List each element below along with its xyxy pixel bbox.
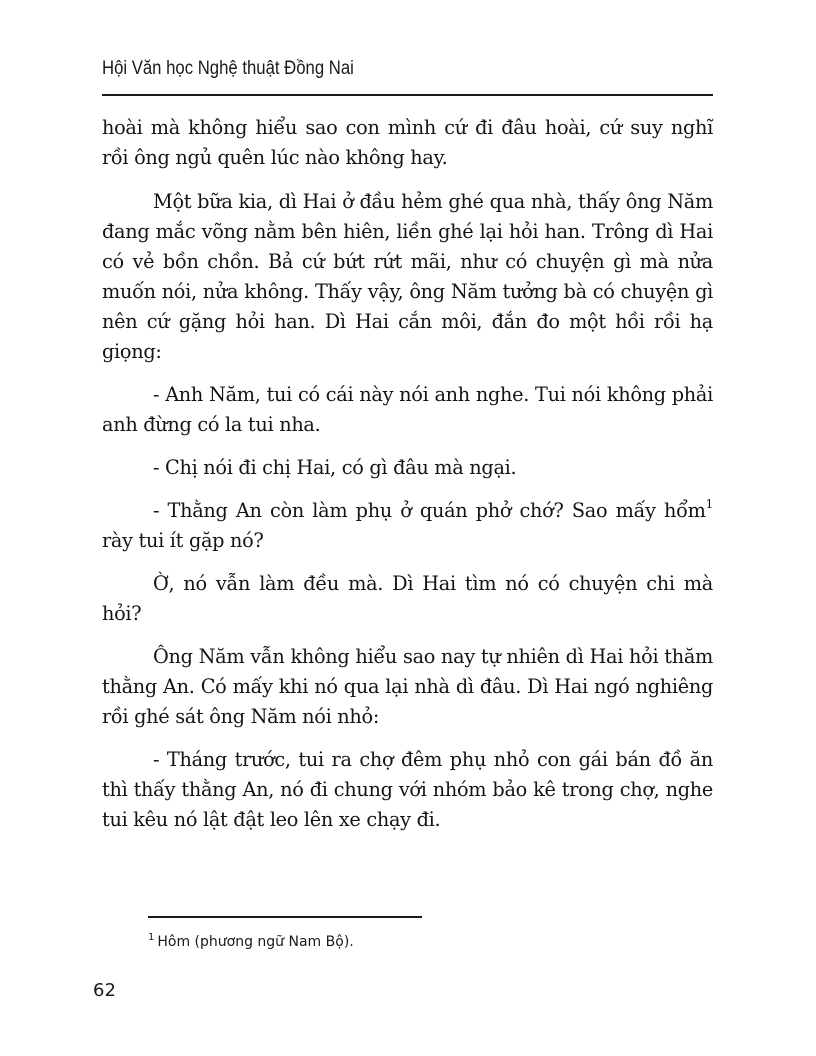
- paragraph: Một bữa kia, dì Hai ở đầu hẻm ghé qua nhà, thấy ông Năm đang mắc võng nằm bên hiên, liền ghé lại hỏi han. Trông dì Hai có vẻ bồn chồn. Bả cứ bứt rứt mãi, như có chuyện gì mà nửa muốn nói, nửa không. Thấy vậy, ông Năm tưởng bà có chuyện gì nên cứ gặng hỏi han. Dì Hai cắn môi, đắn đo một hồi rồi hạ giọng:: [102, 190, 713, 363]
- paragraph: - Tháng trước, tui ra chợ đêm phụ nhỏ con gái bán đồ ăn thì thấy thằng An, nó đi chung với nhóm bảo kê trong chợ, nghe tui kêu nó lật đật leo lên xe chạy đi.: [102, 748, 713, 831]
- paragraph-with-footnote: [102, 496, 713, 556]
- paragraph-text: - Thằng An còn làm phụ ở quán phở chớ? Sao mấy hổm: [153, 499, 706, 522]
- running-head: Hội Văn học Nghệ thuật Đồng Nai: [102, 58, 354, 79]
- footnote-text: Hôm (phương ngữ Nam Bộ).: [157, 934, 354, 950]
- footnote-reference: 1: [705, 497, 713, 511]
- body-text: [102, 113, 713, 848]
- footnote-marker: 1: [148, 932, 155, 943]
- paragraph: - Chị nói đi chị Hai, có gì đâu mà ngại.: [153, 456, 517, 479]
- paragraph: - Anh Năm, tui có cái này nói anh nghe. Tui nói không phải anh đừng có la tui nha.: [102, 383, 713, 436]
- header-rule: [102, 94, 713, 96]
- paragraph: Ờ, nó vẫn làm đều mà. Dì Hai tìm nó có chuyện chi mà hỏi?: [102, 572, 713, 625]
- footnote-rule: [148, 916, 422, 918]
- paragraph-text: rày tui ít gặp nó?: [102, 529, 264, 552]
- footnote: [148, 934, 354, 950]
- paragraph: hoài mà không hiểu sao con mình cứ đi đâu hoài, cứ suy nghĩ rồi ông ngủ quên lúc nào không hay.: [102, 116, 713, 169]
- page-number: 62: [93, 980, 116, 1001]
- paragraph: Ông Năm vẫn không hiểu sao nay tự nhiên dì Hai hỏi thăm thằng An. Có mấy khi nó qua lại nhà dì đâu. Dì Hai ngó nghiêng rồi ghé sát ông Năm nói nhỏ:: [102, 645, 713, 728]
